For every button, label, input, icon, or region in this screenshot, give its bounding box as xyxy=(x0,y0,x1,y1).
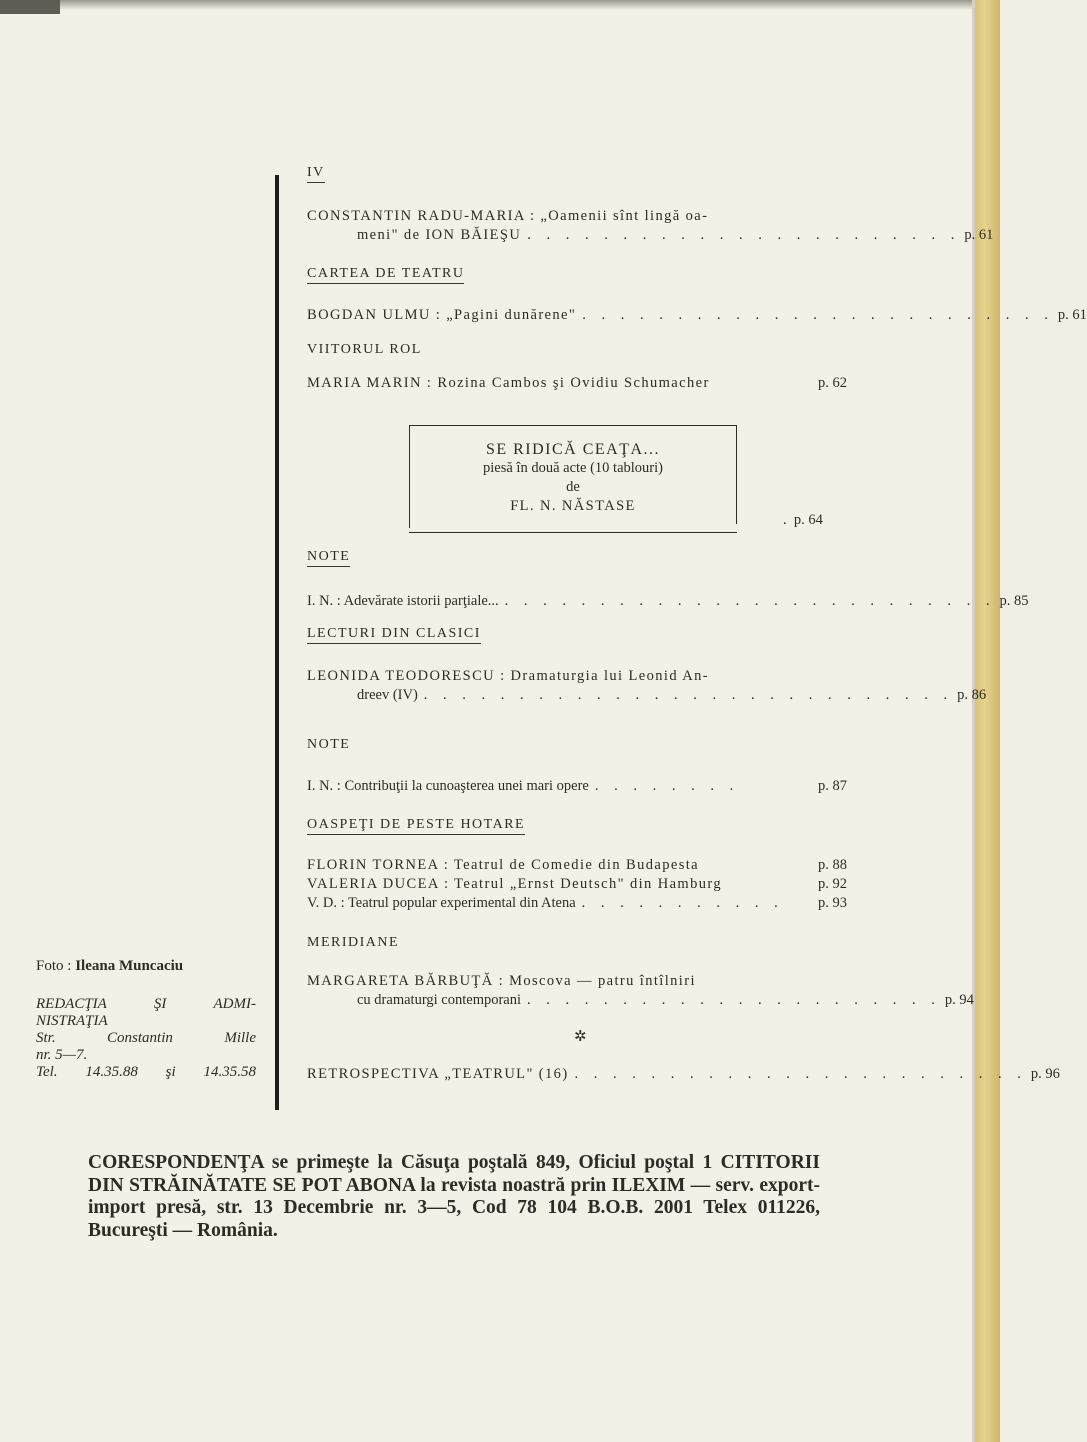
telephone-word: Tel. xyxy=(36,1064,58,1080)
entry-text: I. N. : Contribuţii la cunoaşterea unei mari opere xyxy=(307,778,589,794)
page-number: p. 88 xyxy=(818,857,847,873)
section-heading: NOTE xyxy=(307,549,350,567)
entry-text: CONSTANTIN RADU-MARIA : „Oamenii sînt lingă oa- xyxy=(307,208,709,224)
telephone-number: 14.35.88 xyxy=(85,1064,138,1080)
box-border xyxy=(736,426,737,524)
telephone-number: 14.35.58 xyxy=(203,1064,256,1080)
toc-entry xyxy=(307,1065,1060,1084)
page-number: p. 87 xyxy=(818,778,847,794)
address-word: Constantin xyxy=(107,1030,173,1046)
page-number: p. 61 xyxy=(964,227,994,243)
leader-dots: . . . . . . . . xyxy=(594,778,740,794)
leader-dots: . . . . . . . . . . . . . . . . . . . . . . xyxy=(527,992,941,1008)
section-heading: MERIDIANE xyxy=(307,935,400,950)
page-number: p. 85 xyxy=(999,593,1029,609)
section-heading: LECTURI DIN CLASICI xyxy=(307,626,481,644)
address-word: Mille xyxy=(224,1030,256,1046)
leader-dots: . . . . . . . . . . . xyxy=(581,895,784,911)
leader-dots: . . . . . . . . . . . . . . . . . . . . . . . . . xyxy=(582,307,1054,323)
correspondence-notice: CORESPONDENŢA se primeşte la Căsuţa poştală 849, Oficiul poştal 1 CITITORII DIN STRĂINĂTATE SE POT ABONA la revista noastră prin ILEXIM — serv. export-import presă, str. 13 Decembrie nr. 3—5, Cod 78 104 B.O.B. 2001 Telex 011226, Bucureşti — România. xyxy=(88,1152,820,1241)
section-heading: CARTEA DE TEATRU xyxy=(307,266,464,284)
book-binding xyxy=(975,0,1000,1442)
page-number: p. 64 xyxy=(793,512,823,528)
play-title: SE RIDICĂ CEAŢA... xyxy=(485,441,661,458)
page-number: p. 61 xyxy=(1057,307,1087,323)
leader-dots: . . . . . . . . . . . . . . . . . . . . . . . . . . . . xyxy=(423,687,954,703)
entry-text: I. N. : Adevărate istorii parţiale... xyxy=(307,593,499,609)
leader-dots: . . . . . . . . . . . . . . . . . . . . . . . . . . xyxy=(504,593,996,609)
leader-dots xyxy=(710,374,814,393)
page-number: p. 92 xyxy=(818,876,847,892)
toc-entry xyxy=(307,777,847,796)
featured-play-box xyxy=(409,425,737,533)
photo-credit xyxy=(36,958,256,975)
redaction-word: REDACŢIA xyxy=(36,996,107,1012)
corner-shadow xyxy=(0,0,60,14)
redaction-line-1 xyxy=(36,996,256,1013)
leader-dots xyxy=(722,875,814,894)
telephone-line xyxy=(36,1064,256,1081)
section-heading: IV xyxy=(307,165,325,183)
entry-text: cu dramaturgi contemporani xyxy=(357,992,522,1008)
leader-dots: . . . . . . . . . . . . . . . . . . . . . . . xyxy=(527,227,961,243)
toc-entry xyxy=(307,207,994,245)
asterisk-icon: ✲ xyxy=(574,1029,587,1045)
redaction-line-2: NISTRAŢIA xyxy=(36,1013,108,1029)
entry-text: V. D. : Teatrul popular experimental din Atena xyxy=(307,895,576,911)
play-page: . p. 64 xyxy=(783,512,823,528)
entry-text: BOGDAN ULMU : „Pagini dunărene" xyxy=(307,307,577,323)
photo-label: Foto : xyxy=(36,958,72,974)
toc-entry xyxy=(307,306,1087,325)
entry-text: MARGARETA BĂRBUŢĂ : Moscova — patru întîlniri xyxy=(307,973,696,989)
section-heading: VIITORUL ROL xyxy=(307,342,422,357)
page-number: p. 93 xyxy=(818,895,847,911)
entry-text: LEONIDA TEODORESCU : Dramaturgia lui Leonid An- xyxy=(307,668,709,684)
entry-text: meni" de ION BĂIEŞU xyxy=(357,227,522,243)
entry-text: FLORIN TORNEA : Teatrul de Comedie din Budapesta xyxy=(307,857,699,873)
address-line-2: nr. 5—7. xyxy=(36,1047,88,1063)
play-subtitle: piesă în două acte (10 tablouri) xyxy=(483,460,663,476)
entry-text: RETROSPECTIVA „TEATRUL" (16) xyxy=(307,1066,569,1082)
toc-entry xyxy=(307,875,847,894)
vertical-rule xyxy=(275,175,279,1110)
entry-text: VALERIA DUCEA : Teatrul „Ernst Deutsch" din Hamburg xyxy=(307,876,723,892)
box-border xyxy=(409,426,410,528)
toc-entry xyxy=(307,592,1029,611)
telephone-word: şi xyxy=(165,1064,176,1080)
toc-entry xyxy=(307,894,847,913)
redaction-word: ŞI xyxy=(153,996,167,1012)
leader-dots: . . . . . . . . . . . . . . . . . . . . . . . . xyxy=(574,1066,1027,1082)
page-number: p. 62 xyxy=(818,375,847,391)
toc-entry xyxy=(307,972,974,1010)
entry-text: MARIA MARIN : Rozina Cambos şi Ovidiu Schumacher xyxy=(307,375,710,391)
credits-block xyxy=(36,958,256,1081)
address-word: Str. xyxy=(36,1030,56,1046)
redaction-word: ADMI- xyxy=(213,996,256,1012)
leader-dots xyxy=(699,856,814,875)
section-heading: NOTE xyxy=(307,737,351,752)
page-number: p. 96 xyxy=(1030,1066,1060,1082)
entry-text: dreev (IV) xyxy=(357,687,418,703)
page-number: p. 94 xyxy=(944,992,974,1008)
play-by: de xyxy=(566,479,580,495)
section-heading: OASPEŢI DE PESTE HOTARE xyxy=(307,817,525,835)
address-line-1 xyxy=(36,1030,256,1047)
toc-entry xyxy=(307,856,847,875)
photo-name: Ileana Muncaciu xyxy=(75,958,184,974)
toc-entry xyxy=(307,667,987,705)
page-number: p. 86 xyxy=(957,687,987,703)
play-author: FL. N. NĂSTASE xyxy=(510,498,636,514)
top-shadow xyxy=(0,0,1000,10)
toc-entry xyxy=(307,374,847,393)
